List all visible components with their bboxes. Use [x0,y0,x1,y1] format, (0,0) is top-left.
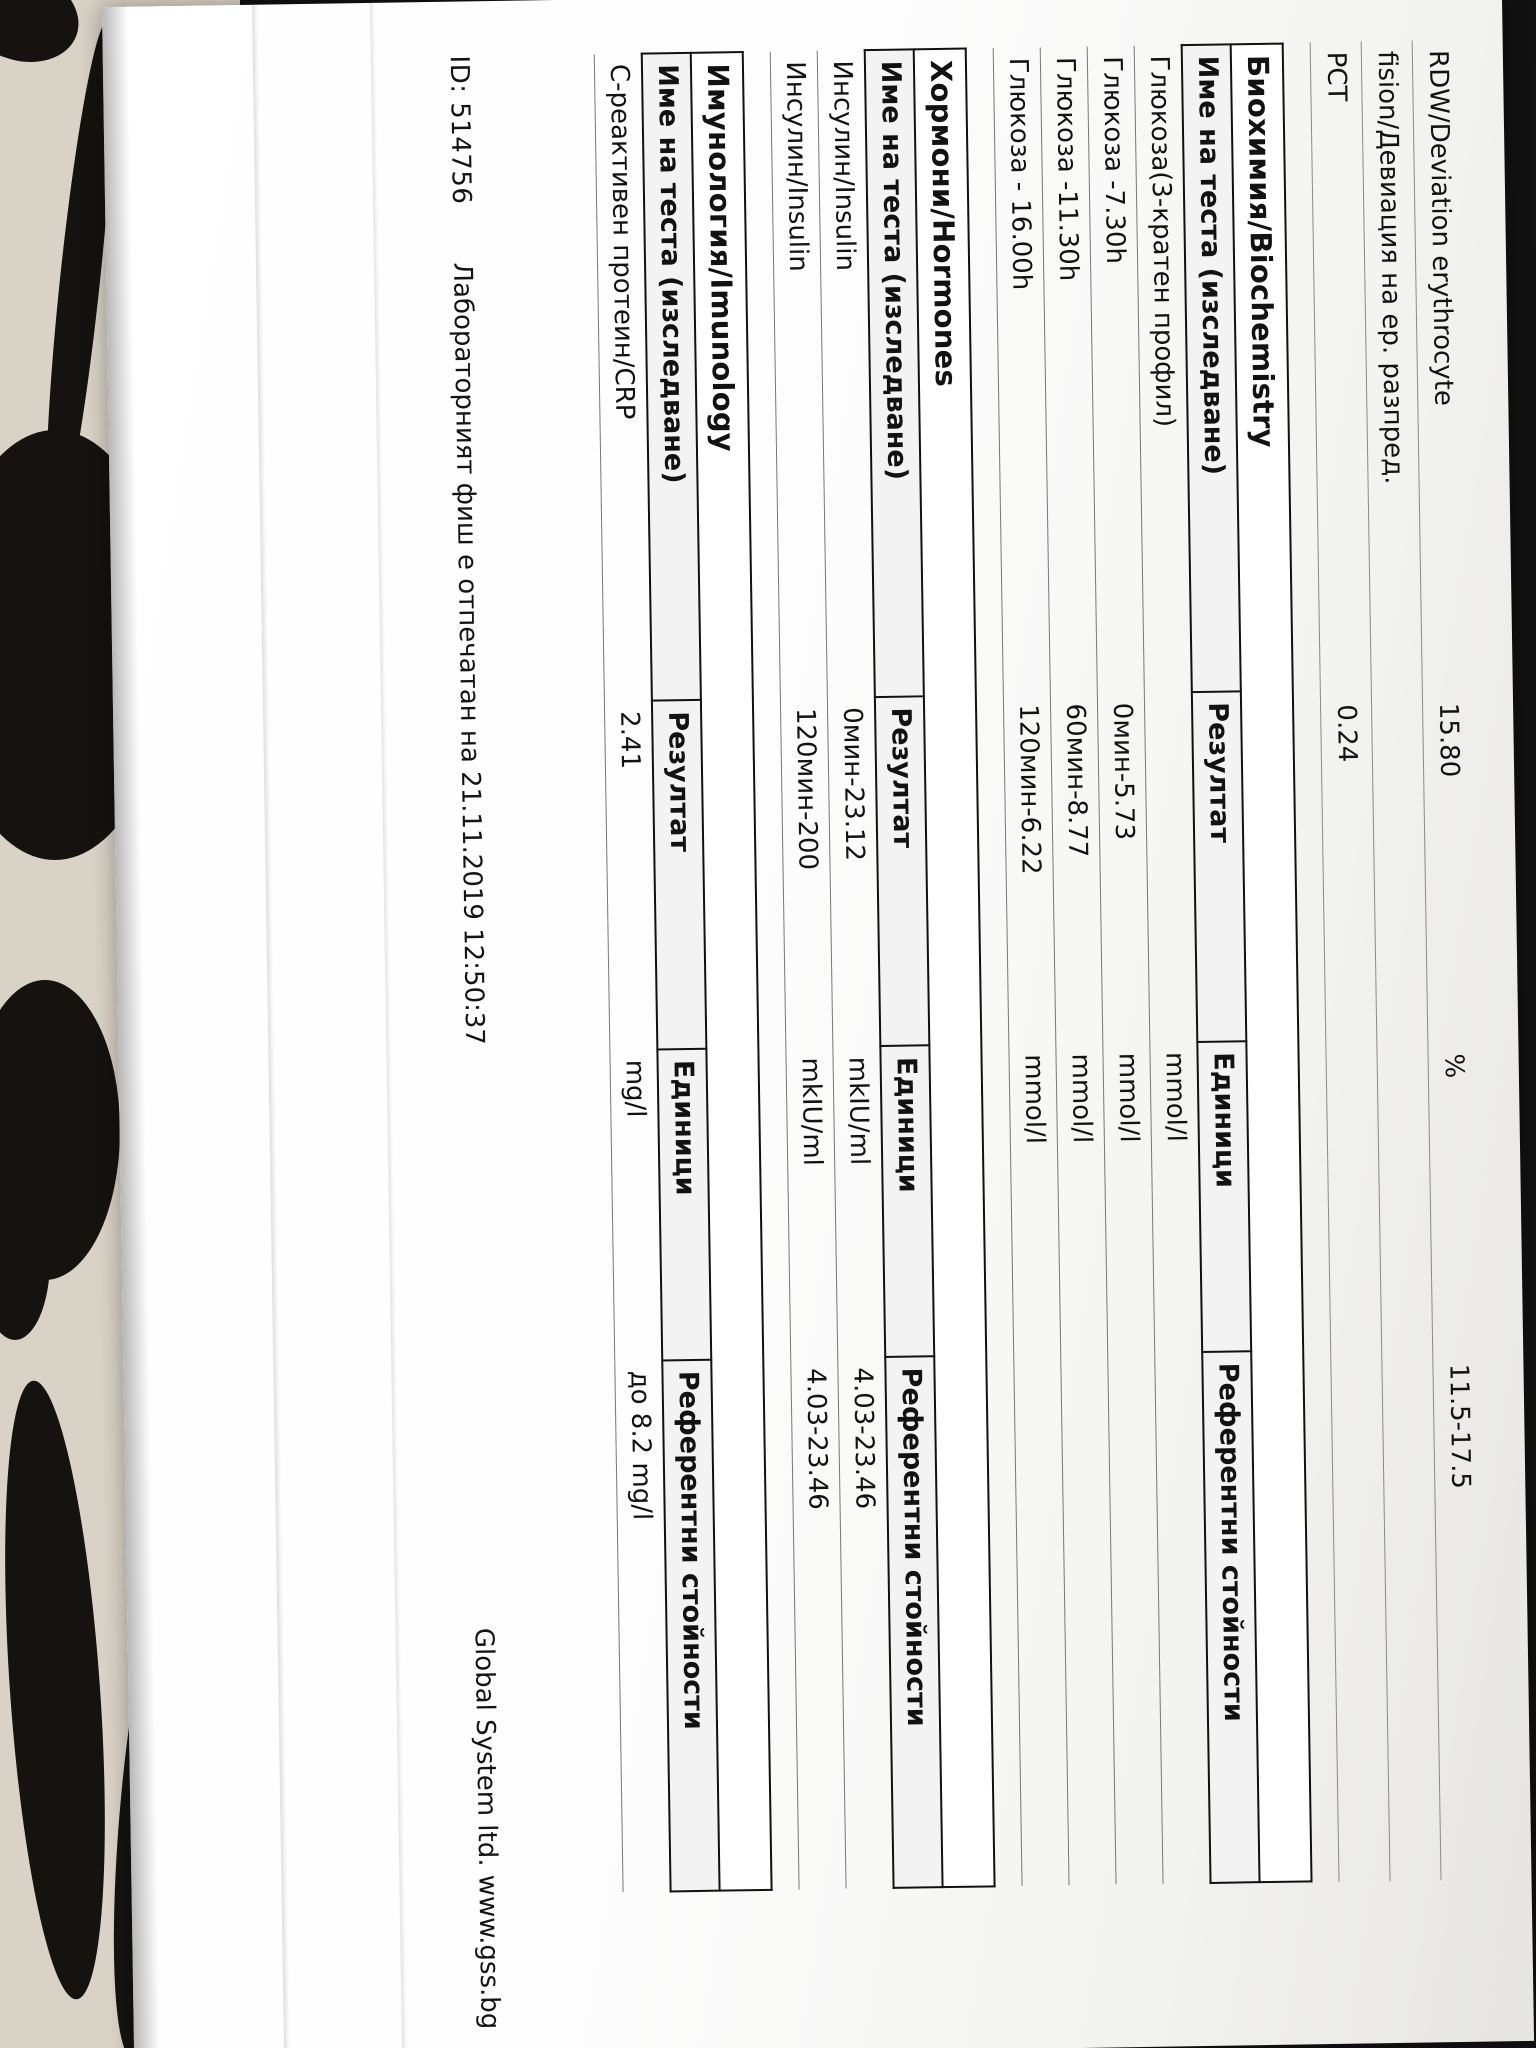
test-name: RDW/Deviation erythrocyte [1412,40,1473,693]
document-footer [444,55,505,2029]
test-unit: mmol/l [1103,1042,1155,1353]
section-hormones [770,48,996,1891]
test-result: 0мин-5.73 [1097,692,1149,1043]
section-title: Имунология/Imunology [691,52,772,1891]
test-reference: 4.03-23.46 [838,1357,894,1889]
test-unit: % [1428,1043,1483,1354]
test-name: fision/Девиация на ер. разпред. [1361,41,1422,694]
test-reference [1108,1353,1163,1884]
test-reference [1061,1354,1116,1885]
document-content-rotated [142,14,1493,2034]
test-unit: mmol/l [1056,1043,1108,1354]
lab-result-paper [102,0,1534,2048]
test-reference: 11.5-17.5 [1433,1353,1492,1880]
test-unit [1377,1044,1433,1355]
test-unit: mkIU/ml [786,1047,838,1358]
section-title: Биохимия/Biochemistry [1231,44,1312,1883]
test-name: Инсулин/Insulin [817,50,875,697]
test-result: 15.80 [1422,692,1478,1043]
column-header-units: Единици [1197,1041,1251,1352]
test-reference [1014,1354,1069,1885]
column-header-name: Име на теста (изследване) [865,49,924,696]
top-continuation-table [1310,40,1492,1882]
section-imunology [594,51,773,1893]
test-result: 0мин-23.12 [827,697,880,1047]
test-name: PCT [1310,41,1371,694]
patient-id: ID: 514756 [443,55,477,205]
test-name: Глюкоза - 16.00h [993,47,1050,694]
lab-report [142,14,1493,2034]
column-header-result: Резултат [652,700,706,1049]
test-result: 0.24 [1320,694,1377,1045]
test-name: Глюкоза(3-кратен профил) [1134,45,1192,692]
test-unit [1326,1045,1382,1356]
test-result: 120мин-6.22 [1003,694,1055,1045]
column-header-reference: Референтни стойности [885,1356,942,1888]
test-name: Инсулин/Insulin [770,51,827,698]
test-name: С-реактивен протеин/CRP [594,54,652,702]
test-result: 60мин-8.77 [1050,693,1102,1044]
test-reference [1331,1355,1390,1882]
column-header-reference: Референтни стойности [662,1359,719,1891]
test-reference: до 8.2 mg/l [615,1360,671,1892]
column-header-result: Резултат [1192,691,1246,1042]
test-result: 2.41 [604,701,657,1050]
test-name: Глюкоза -7.30h [1087,46,1144,693]
column-header-result: Резултат [875,696,929,1046]
test-unit: mkIU/ml [833,1046,885,1357]
lab-brand: Global System ltd. www.gss.bg [468,1627,505,2030]
test-unit: mg/l [610,1049,662,1361]
column-header-name: Име на теста (изследване) [642,53,701,701]
test-result [1371,693,1428,1044]
section-title: Хормони/Hormones [914,49,995,1888]
print-timestamp-note: Лабораторният фиш е отпечатан на 21.11.2019 12:50:37 [446,262,490,1046]
test-unit: mmol/l [1150,1042,1202,1353]
test-reference: 4.03-23.46 [791,1358,846,1890]
fabric-pattern-shape [0,1378,122,2003]
test-unit: mmol/l [1009,1044,1061,1355]
test-result: 120мин-200 [780,698,832,1048]
column-header-units: Единици [657,1049,711,1361]
test-reference [1382,1354,1441,1881]
column-header-units: Единици [880,1046,934,1357]
column-header-name: Име на теста (изследване) [1182,44,1241,691]
column-header-reference: Референтни стойности [1202,1351,1259,1883]
test-result [1144,692,1197,1043]
test-name: Глюкоза -11.30h [1040,47,1097,694]
fabric-pattern-shape [0,0,92,78]
section-biochemistry [993,43,1313,1887]
test-reference [1155,1352,1211,1883]
